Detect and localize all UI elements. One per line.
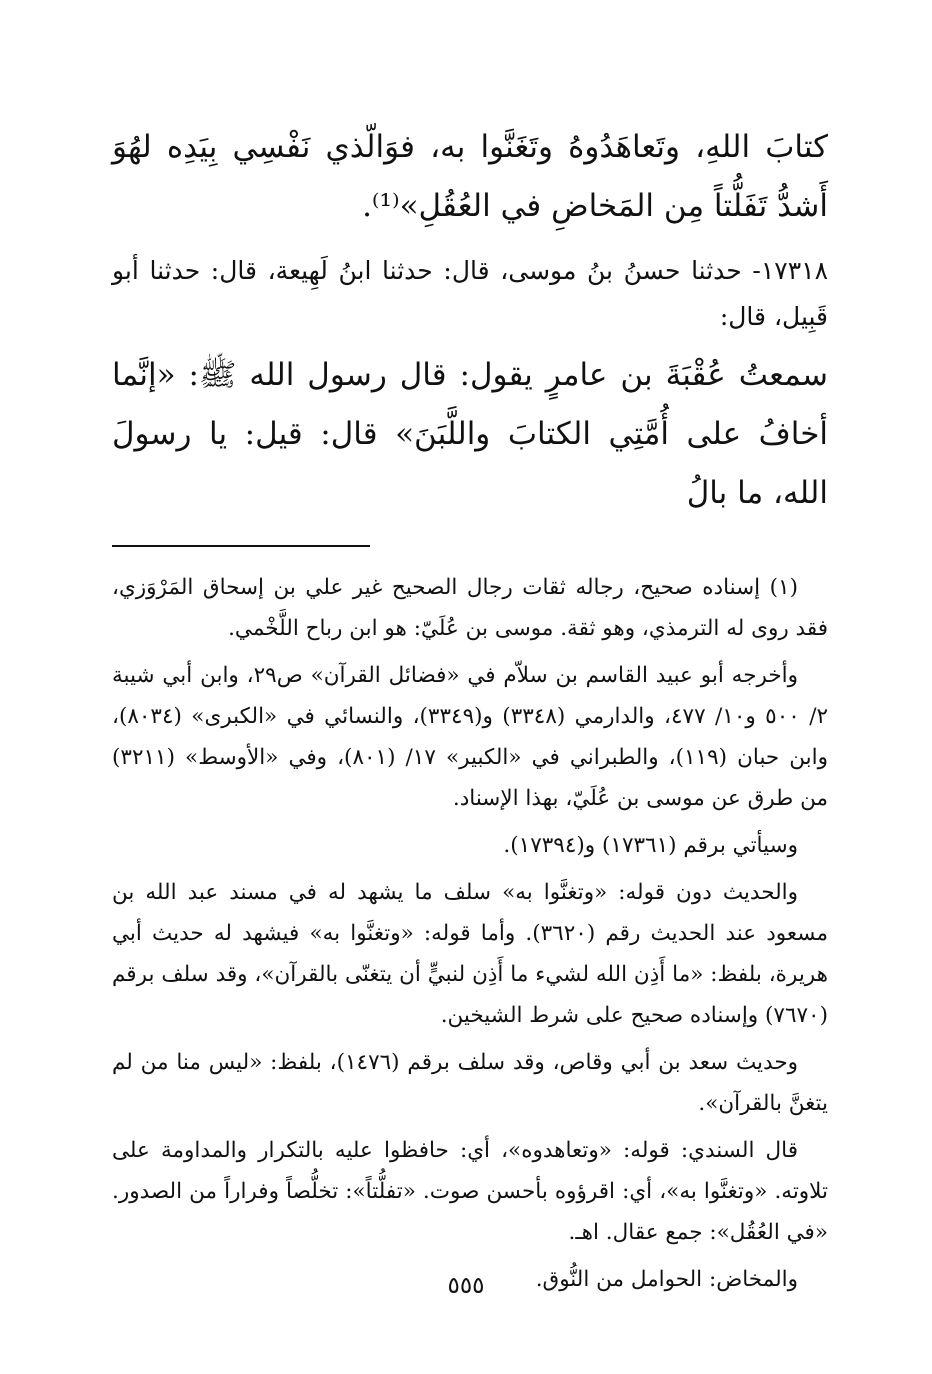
footnote-makhad-definition: والمخاض: الحوامل من النُّوق. xyxy=(535,1267,798,1292)
hadith-isnad-17318: ١٧٣١٨- حدثنا حسنُ بنُ موسى، قال: حدثنا ابنُ لَهِيعة، قال: حدثنا أبو قَبِيل، قال: xyxy=(112,256,828,331)
main-text xyxy=(112,118,828,523)
footnote-takhrij: وأخرجه أبو عبيد القاسم بن سلاّم في «فضائل القرآن» ص٢٩، وابن أبي شيبة ٢/ ٥٠٠ و١٠/ ٤٧٧، والدارمي (٣٣٤٨) و(٣٣٤٩)، والنسائي في «الكبرى» (٨٠٣٤)، وابن حبان (١١٩)، والطبراني في «الكبير» ١٧/ (٨٠١)، وفي «الأوسط» (٣٢١١) من طرق عن موسى بن عُلَيّ، بهذا الإسناد. xyxy=(112,663,829,811)
footnote-separator xyxy=(112,545,370,547)
page-number: ٥٥٥ xyxy=(447,1273,485,1299)
hadith-text-continuation: كتابَ اللهِ، وتَعاهَدُوهُ وتَغَنَّوا به، فوَالّذي نَفْسِي بِيَدِه لهُوَ أَشدُّ تَفَلُّتاً مِن المَخاضِ في العُقُلِ»⁽¹⁾. xyxy=(112,129,828,224)
footnotes xyxy=(112,567,828,1300)
footnote-shawahid: والحديث دون قوله: «وتغنَّوا به» سلف ما يشهد له في مسند عبد الله بن مسعود عند الحديث رقم (٣٦٢٠). وأما قوله: «وتغنَّوا به» فيشهد له حديث أبي هريرة، بلفظ: «ما أَذِن الله لشيء ما أَذِن لنبيٍّ أن يتغنّى بالقرآن»، وقد سلف برقم (٧٦٧٠) وإسناده صحيح على شرط الشيخين. xyxy=(112,880,828,1028)
book-page xyxy=(112,118,828,1300)
footnote-saad-hadith: وحديث سعد بن أبي وقاص، وقد سلف برقم (١٤٧٦)، بلفظ: «ليس منا من لم يتغنَّ بالقرآن». xyxy=(112,1050,828,1116)
footnote-cross-reference: وسيأتي برقم (١٧٣٦١) و(١٧٣٩٤). xyxy=(503,833,798,858)
hadith-matn-17318: سمعتُ عُقْبَةَ بن عامرٍ يقول: قال رسول الله ﷺ: «إنَّما أخافُ على أُمَّتِي الكتابَ واللَّبَنَ» قال: قيل: يا رسولَ الله، ما بالُ xyxy=(112,357,828,511)
footnote-1: (١) إسناده صحيح، رجاله ثقات رجال الصحيح غير علي بن إسحاق المَرْوَزي، فقد روى له الترمذي، وهو ثقة. موسى بن عُلَيّ: هو ابن رباح اللَّخْمي. xyxy=(112,575,828,641)
footnote-sindi-commentary: قال السندي: قوله: «وتعاهدوه»، أي: حافظوا عليه بالتكرار والمداومة على تلاوته. «وتغنَّوا به»، أي: اقرؤوه بأحسن صوت. «تفلُّتاً»: تخلُّصاً وفراراً من الصدور. «في العُقُل»: جمع عقال. اهـ. xyxy=(112,1138,828,1245)
